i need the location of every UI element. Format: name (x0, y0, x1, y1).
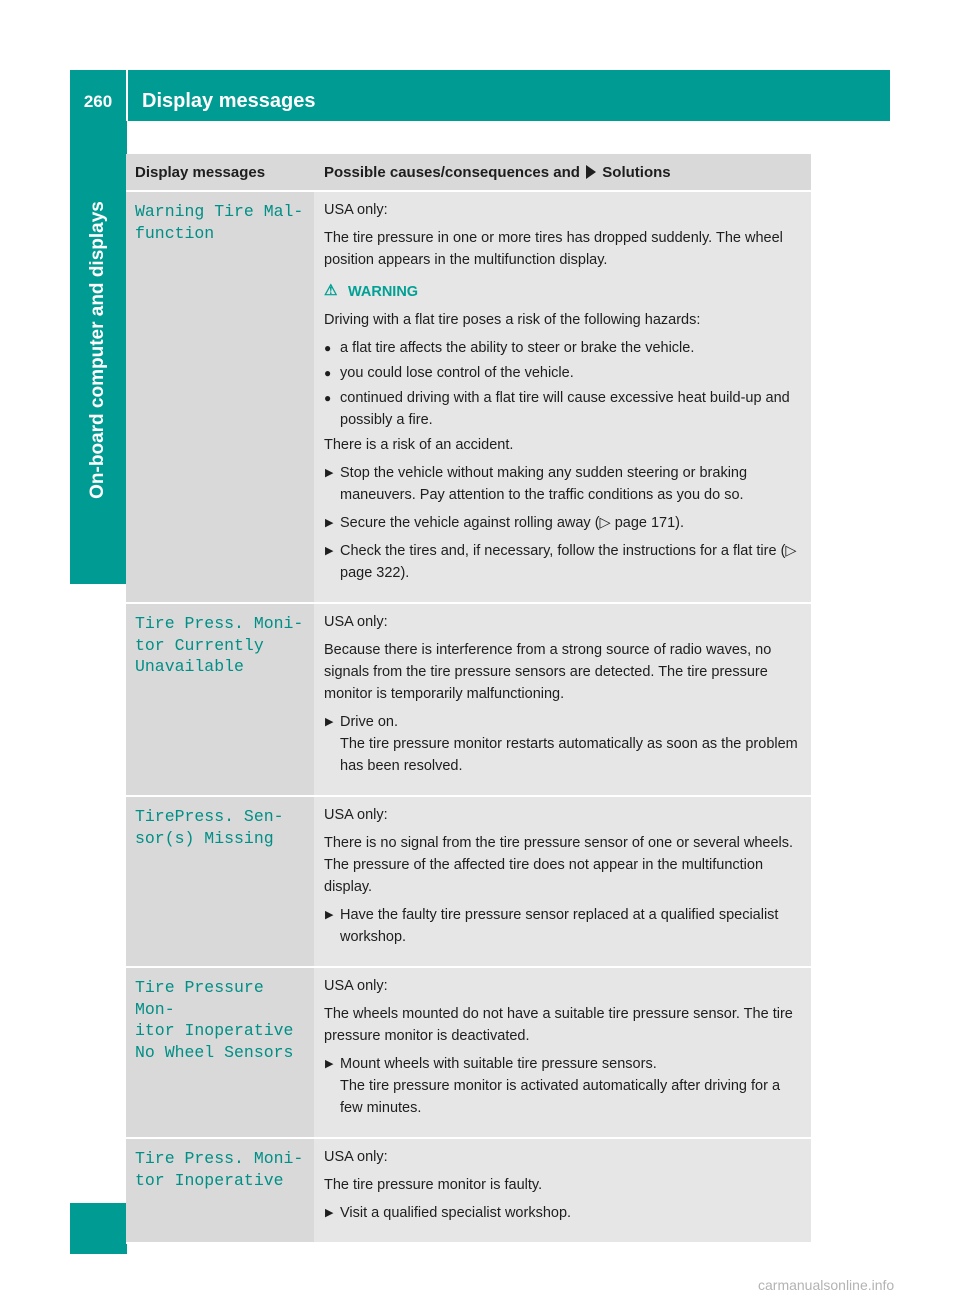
cause-text: Because there is interference from a strong source of radio waves, no signals from the tire pressure sensors are detected. The tire pressure monitor is temporarily malfunctioning. (324, 642, 772, 702)
action-arrow-icon: ▶ (325, 517, 334, 529)
display-messages-table (126, 154, 811, 1244)
cause-text: The tire pressure in one or more tires has dropped suddenly. The wheel position appears in the multifunction display. (324, 230, 783, 268)
display-message: Warning Tire Mal‐ function (126, 191, 314, 603)
cause-text: There is no signal from the tire pressure sensor of one or several wheels. The pressure of the affected tire does not appear in the multifunction display. (324, 835, 794, 895)
action-arrow-icon: ▶ (325, 467, 334, 479)
section-label: On-board computer and displays (87, 201, 108, 499)
column-header-solutions-suffix: Solutions (602, 163, 671, 181)
column-header-solutions-prefix: Possible causes/consequences and (324, 163, 580, 181)
action-text: Visit a qualified specialist workshop. (340, 1205, 572, 1221)
region-note: USA only: (324, 807, 388, 823)
column-header-messages: Display messages (126, 154, 314, 191)
table-row (126, 1138, 811, 1243)
cause-text: The wheels mounted do not have a suitable tire pressure sensor. The tire pressure monitor is deactivated. (324, 1006, 793, 1044)
action-result-text: The tire pressure monitor restarts automatically as soon as the problem has been resolved. (340, 736, 798, 774)
action-result-text: The tire pressure monitor is activated automatically after driving for a few minutes. (340, 1078, 781, 1116)
bullet-icon: ● (324, 366, 332, 380)
watermark: carmanualsonline.info (758, 1277, 895, 1293)
action-step (324, 512, 803, 534)
solution-cell (314, 967, 811, 1138)
table-header-row (126, 154, 811, 191)
action-text: Stop the vehicle without making any sudden steering or braking maneuvers. Pay attention to the traffic conditions as you do so. (340, 465, 748, 503)
action-text: Drive on. (340, 714, 399, 730)
action-step (324, 1053, 803, 1119)
table-row (126, 796, 811, 967)
display-message: TirePress. Sen‐ sor(s) Missing (126, 796, 314, 967)
action-step (324, 1202, 803, 1224)
action-arrow-icon: ▶ (325, 545, 334, 557)
table-row (126, 967, 811, 1138)
list-item (324, 362, 803, 384)
bullet-icon: ● (324, 341, 332, 355)
page-number: 260 (83, 91, 113, 111)
solution-cell (314, 796, 811, 967)
column-header-solutions (314, 154, 811, 191)
table-row (126, 603, 811, 796)
region-note: USA only: (324, 202, 388, 218)
region-note: USA only: (324, 978, 388, 994)
solution-cell (314, 603, 811, 796)
hazard-intro: Driving with a flat tire poses a risk of the following hazards: (324, 312, 701, 328)
action-step (324, 904, 803, 948)
action-text: Have the faulty tire pressure sensor replaced at a qualified specialist workshop. (340, 907, 779, 945)
action-text: Secure the vehicle against rolling away (▷ page 171). (340, 515, 685, 531)
solution-cell (314, 191, 811, 603)
arrow-right-icon (586, 165, 596, 179)
page-title: Display messages (142, 90, 316, 112)
cause-text: The tire pressure monitor is faulty. (324, 1177, 543, 1193)
sidebar-footer-block (70, 1203, 127, 1254)
action-step (324, 462, 803, 506)
action-arrow-icon: ▶ (325, 909, 334, 921)
display-message: Tire Press. Moni‐ tor Currently Unavailable (126, 603, 314, 796)
display-message: Tire Pressure Mon‐ itor Inoperative No Wheel Sensors (126, 967, 314, 1138)
warning-triangle-icon: ⚠ (324, 282, 338, 299)
display-message: Tire Press. Moni‐ tor Inoperative (126, 1138, 314, 1243)
risk-text: There is a risk of an accident. (324, 437, 514, 453)
list-item (324, 337, 803, 359)
action-text: Check the tires and, if necessary, follow the instructions for a flat tire (▷ page 322). (340, 543, 797, 581)
region-note: USA only: (324, 1149, 388, 1165)
list-item (324, 387, 803, 431)
action-step (324, 711, 803, 777)
action-arrow-icon: ▶ (325, 1058, 334, 1070)
warning-heading (324, 281, 803, 303)
warning-label: WARNING (348, 284, 419, 300)
list-item-text: a flat tire affects the ability to steer or brake the vehicle. (340, 340, 695, 356)
action-arrow-icon: ▶ (325, 716, 334, 728)
region-note: USA only: (324, 614, 388, 630)
action-arrow-icon: ▶ (325, 1207, 334, 1219)
solution-cell (314, 1138, 811, 1243)
bullet-icon: ● (324, 391, 332, 405)
list-item-text: continued driving with a flat tire will cause excessive heat build-up and possibly a fire. (340, 390, 790, 428)
header-divider (126, 70, 128, 121)
action-text: Mount wheels with suitable tire pressure sensors. (340, 1056, 657, 1072)
action-step (324, 540, 803, 584)
table-row (126, 191, 811, 603)
list-item-text: you could lose control of the vehicle. (340, 365, 574, 381)
page-header (70, 70, 890, 121)
